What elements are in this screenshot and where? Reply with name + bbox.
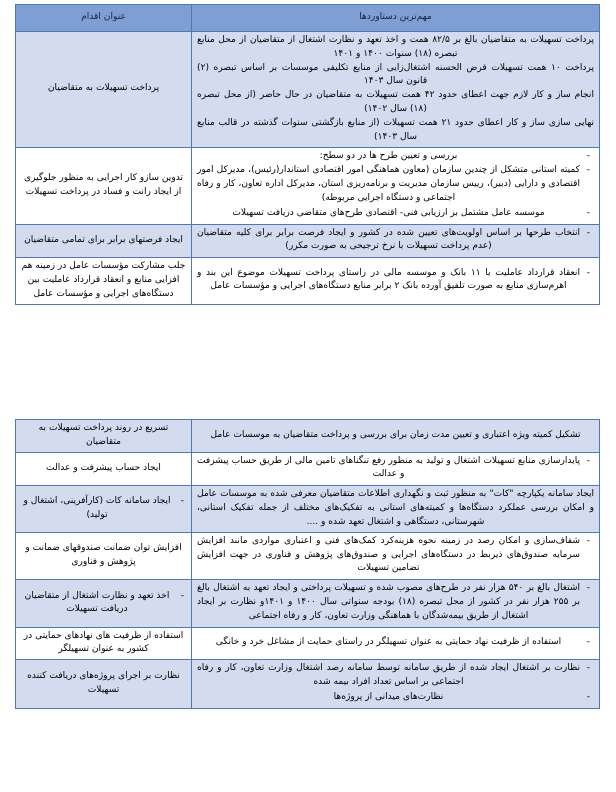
table-2-body — [16, 420, 600, 709]
achievements-table-2 — [15, 419, 600, 709]
achievements-cell — [192, 452, 600, 486]
achievements-cell — [192, 660, 600, 708]
table-2-wrapper — [16, 419, 600, 709]
achievement-item: - انتخاب طرحها بر اساس اولویت‌های تعیین شده در کشور و ایجاد فرصت برابر برای کلیه متقاضیان (عدم پرداخت تسهیلات با نرخ ترجیحی به صورت مکرر) — [197, 227, 594, 255]
achievement-lines — [197, 488, 594, 529]
action-title-cell — [16, 147, 192, 224]
table-row — [16, 486, 600, 532]
action-title-cell — [16, 486, 192, 532]
table-row — [16, 532, 600, 579]
achievement-lines — [197, 34, 594, 145]
table-row — [16, 224, 600, 258]
header-title: عنوان اقدام — [16, 5, 192, 32]
table-row — [16, 32, 600, 148]
table-row — [16, 420, 600, 453]
table-row — [16, 660, 600, 708]
action-title-cell — [16, 420, 192, 453]
action-title: نظارت بر اجرای پروژه‌های دریافت کننده تسهیلات — [27, 671, 180, 695]
achievements-table-1 — [15, 4, 600, 305]
achievement-item: پرداخت ۱۰ همت تسهیلات قرض الحسنه اشتغال‌زایی از منابع تکلیفی موسسات بر اساس تبصره (۲) قانون سال ۱۴۰۳ — [197, 62, 594, 87]
action-title-cell — [16, 627, 192, 660]
action-title: - ایجاد سامانه کات (کارآفرینی، اشتغال و تولید) — [21, 495, 186, 523]
achievements-cell — [192, 224, 600, 258]
action-title-cell — [16, 258, 192, 304]
achievements-cell — [192, 627, 600, 660]
achievement-item: - نظارت بر اشتغال ایجاد شده از طریق سامانه توسط سامانه رصد اشتغال وزارت تعاون، کار و رفاه اجتماعی بر اساس تعداد افراد بیمه شده — [197, 662, 594, 690]
action-title: ایجاد حساب پیشرفت و عدالت — [46, 463, 161, 474]
achievement-item: نهایی سازی ساز و کار اعطای حدود ۲۱ همت تسهیلات (از منابع بازگشتی سنوات گذشته در قالب منابع سال ۱۴۰۳) — [197, 117, 594, 142]
table-1-header-row — [16, 5, 600, 32]
achievements-cell — [192, 258, 600, 304]
achievement-item: - اشتغال بالغ بر ۵۴۰ هزار نفر در طرح‌های مصوب شده و تسهیلات پرداختی و ایجاد تعهد به اشتغال بالغ بر ۲۵۵ هزار نفر در کشور از محل تبصره (۱۸) بودجه سنواتی سال ۱۴۰۰ و ۱۴۰۱و نظارت بر ایجاد اشتغال از طریق بیمه‌شدگان با هماهنگی وزارت تعاون، کار و رفاه اجتماعی — [197, 582, 594, 623]
achievement-item: - شفاف‌سازی و امکان رصد در زمینه نحوه هزینه‌کرد کمک‌های فنی و اعتباری مواردی مانند افزایش سرمایه صندوق‌های ذیربط در دستگاه‌های اجرایی و صندوق‌های پژوهش و فناوری در جهت افزایش تضامین تسهیلات — [197, 535, 594, 576]
action-title-cell — [16, 660, 192, 708]
achievement-item: - کمیته استانی متشکل از چندین سازمان (معاون هماهنگی امور اقتصادی استاندار(رئیس)، مدیرکل امور اقتصادی و دارایی (دبیر)، رییس سازمان مدیریت و برنامه‌ریزی استان، مدیرکل اداره تعاون، کار و رفاه اجتماعی و دستگاه اجرایی مربوطه) — [197, 164, 594, 205]
achievement-item: - بررسی و تعیین طرح ها در دو سطح: — [197, 150, 594, 164]
action-title-cell — [16, 580, 192, 627]
action-title-cell — [16, 32, 192, 148]
table-row — [16, 627, 600, 660]
action-title-cell — [16, 452, 192, 486]
achievement-item: انجام ساز و کار لازم جهت اعطای حدود ۴۲ همت تسهیلات به متقاضیان در حال حاضر (از محل تبصره (۱۸) سال ۱۴۰۲) — [197, 90, 594, 115]
action-title: ایجاد فرصتهای برابر برای تمامی متقاضیان — [24, 234, 183, 245]
achievement-lines — [197, 429, 594, 443]
achievements-cell — [192, 32, 600, 148]
action-title: جلب مشارکت مؤسسات عامل در زمینه هم افزایی منابع و انعقاد قرارداد عاملیت بین دستگاه‌های اجرایی و مؤسسات عامل — [21, 261, 186, 299]
table-1-body — [16, 32, 600, 305]
achievements-cell — [192, 486, 600, 532]
achievements-cell — [192, 580, 600, 627]
achievements-cell — [192, 147, 600, 224]
table-1-head — [16, 5, 600, 32]
action-title: - اخذ تعهد و نظارت اشتغال از متقاضیان دریافت تسهیلات — [21, 590, 186, 618]
action-title: تسریع در روند پرداخت تسهیلات به متقاضیان — [38, 423, 169, 447]
table-row — [16, 580, 600, 627]
achievements-cell — [192, 532, 600, 579]
table-row — [16, 147, 600, 224]
action-title: افزایش توان ضمانت صندوقهای ضمانت و پژوهش و فناوری — [25, 543, 182, 567]
achievement-item: تشکیل کمیته ویژه اعتباری و تعیین مدت زمان برای بررسی و پرداخت متقاضیان به موسسات عامل — [210, 429, 581, 440]
action-title: استفاده از ظرفیت های نهادهای حمایتی در کشور به عنوان تسهیلگر — [23, 630, 184, 655]
action-title-cell — [16, 224, 192, 258]
achievement-item: پرداخت تسهیلات به متقاضیان بالغ بر ۸۲/۵ همت و اخذ تعهد و نظارت اشتغال از متقاضیان از محل منابع تبصره (۱۸) سنوات ۱۴۰۰ و ۱۴۰۱ — [197, 35, 594, 59]
achievement-item: - پایدارسازی منابع تسهیلات اشتغال و تولید به منظور رفع تنگناهای تامین مالی از طریق حساب پیشرفت و عدالت — [197, 455, 594, 483]
table-row — [16, 258, 600, 304]
achievements-cell — [192, 420, 600, 453]
achievement-item: ایجاد سامانه یکپارچه "کات" به منظور ثبت و نگهداری اطلاعات متقاضیان معرفی شده به موسسات عامل و امکان بررسی عملکرد دستگاه‌ها و کمیته‌های استانی به تفکیک‌های مختلف از جمله تفکیک استانی، شهرستانی، دستگاهی و اشتغال تعهد شده و .... — [197, 489, 594, 527]
achievement-item: - انعقاد قرارداد عاملیت با ۱۱ بانک و موسسه مالی در راستای پرداخت تسهیلات موضوع این بند و اهرم‌سازی منابع به صورت تلفیق آورده بانک ۲ برابر منابع دستگاه‌های اجرایی و مؤسسات عامل — [197, 267, 594, 295]
action-title: تدوین سازو کار اجرایی به منظور جلوگیری از ایجاد رانت و فساد در پرداخت تسهیلات — [23, 172, 184, 197]
table-1-wrapper — [16, 4, 600, 305]
action-title: پرداخت تسهیلات به متقاضیان — [47, 83, 160, 94]
achievement-item: - استفاده از ظرفیت نهاد حمایتی به عنوان تسهیلگر در راستای حمایت از مشاغل خرد و خانگی — [197, 636, 594, 650]
achievement-item: - موسسه عامل مشتمل بر ارزیابی فنی- اقتصادی طرح‌های متقاضی دریافت تسهیلات — [197, 207, 594, 221]
header-achievements: مهم‌ترین دستاوردها — [192, 5, 600, 32]
achievement-item: - نظارت‌های میدانی از پروژه‌ها — [197, 691, 594, 705]
action-title-cell — [16, 532, 192, 579]
table-row — [16, 452, 600, 486]
